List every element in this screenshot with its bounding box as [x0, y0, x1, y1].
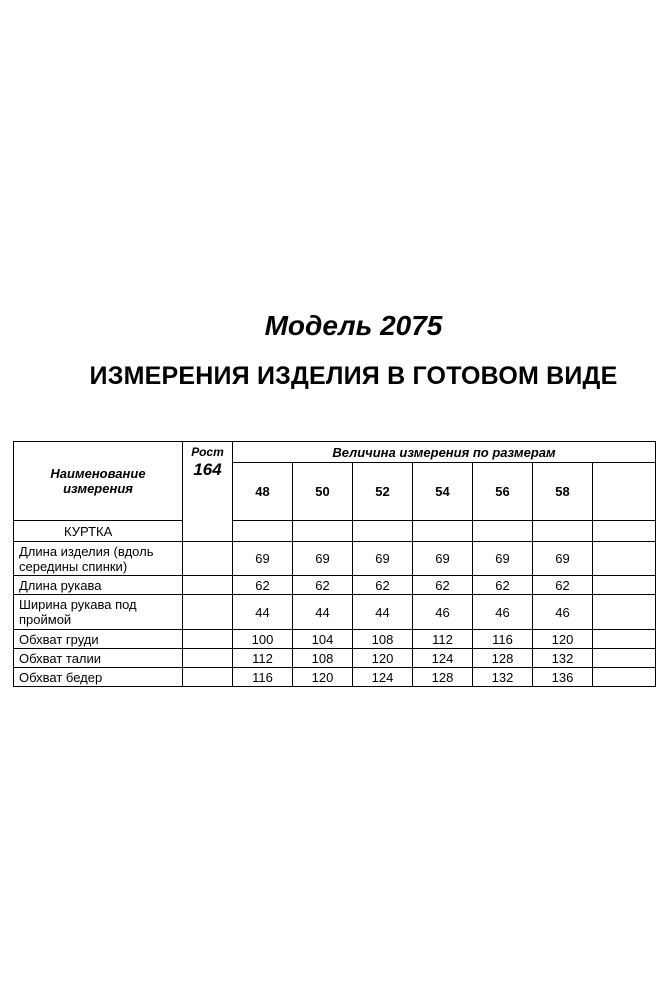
value-cell: 108 — [353, 630, 413, 649]
section-row — [14, 521, 656, 542]
value-cell: 124 — [353, 668, 413, 687]
size-header: 50 — [293, 463, 353, 521]
size-header: 54 — [413, 463, 473, 521]
table-cell — [233, 521, 293, 542]
table-row — [14, 668, 656, 687]
value-cell: 132 — [533, 649, 593, 668]
value-cell: 112 — [413, 630, 473, 649]
value-cell: 116 — [233, 668, 293, 687]
section-label: КУРТКА — [14, 521, 183, 542]
value-cell: 112 — [233, 649, 293, 668]
value-cell: 69 — [473, 542, 533, 576]
table-cell — [533, 521, 593, 542]
table-row — [14, 630, 656, 649]
value-cell: 69 — [233, 542, 293, 576]
table-header-row — [14, 442, 656, 463]
value-cell — [593, 542, 656, 576]
value-cell: 120 — [353, 649, 413, 668]
value-cell: 44 — [293, 595, 353, 630]
size-header: 58 — [533, 463, 593, 521]
row-name: Обхват бедер — [14, 668, 183, 687]
table-cell — [593, 521, 656, 542]
value-cell: 62 — [413, 576, 473, 595]
row-name: Длина изделия (вдоль середины спинки) — [14, 542, 183, 576]
table-cell — [413, 521, 473, 542]
value-cell: 62 — [533, 576, 593, 595]
height-cell — [183, 649, 233, 668]
value-cell: 128 — [473, 649, 533, 668]
value-cell: 44 — [353, 595, 413, 630]
height-header — [183, 442, 233, 542]
value-cell: 44 — [233, 595, 293, 630]
value-cell — [593, 576, 656, 595]
table-cell — [353, 521, 413, 542]
value-cell: 46 — [533, 595, 593, 630]
value-cell: 108 — [293, 649, 353, 668]
height-value: 164 — [193, 460, 222, 479]
value-cell: 128 — [413, 668, 473, 687]
size-header: 56 — [473, 463, 533, 521]
value-cell: 120 — [293, 668, 353, 687]
measurement-name-header: Наименование измерения — [14, 442, 183, 521]
height-cell — [183, 630, 233, 649]
row-name: Обхват талии — [14, 649, 183, 668]
value-cell: 69 — [533, 542, 593, 576]
table-row — [14, 542, 656, 576]
value-cell — [593, 595, 656, 630]
row-name: Длина рукава — [14, 576, 183, 595]
table-row — [14, 595, 656, 630]
row-name: Ширина рукава под проймой — [14, 595, 183, 630]
value-cell: 62 — [353, 576, 413, 595]
value-cell: 116 — [473, 630, 533, 649]
size-header: 52 — [353, 463, 413, 521]
value-cell: 132 — [473, 668, 533, 687]
value-cell: 69 — [413, 542, 473, 576]
value-cell: 62 — [473, 576, 533, 595]
row-name: Обхват груди — [14, 630, 183, 649]
height-cell — [183, 542, 233, 576]
value-cell: 104 — [293, 630, 353, 649]
value-cell — [593, 649, 656, 668]
table-cell — [473, 521, 533, 542]
size-header — [593, 463, 656, 521]
size-range-header: Величина измерения по размерам — [233, 442, 656, 463]
value-cell: 120 — [533, 630, 593, 649]
value-cell: 124 — [413, 649, 473, 668]
value-cell — [593, 668, 656, 687]
value-cell: 46 — [473, 595, 533, 630]
model-title: Модель 2075 — [264, 310, 443, 341]
value-cell: 62 — [233, 576, 293, 595]
height-cell — [183, 576, 233, 595]
table-row — [14, 576, 656, 595]
document-heading: ИЗМЕРЕНИЯ ИЗДЕЛИЯ В ГОТОВОМ ВИДЕ — [89, 362, 618, 390]
height-cell — [183, 668, 233, 687]
height-cell — [183, 595, 233, 630]
size-header: 48 — [233, 463, 293, 521]
height-label: Рост — [191, 445, 224, 459]
value-cell: 100 — [233, 630, 293, 649]
value-cell: 69 — [293, 542, 353, 576]
value-cell: 136 — [533, 668, 593, 687]
table-row — [14, 649, 656, 668]
value-cell: 62 — [293, 576, 353, 595]
value-cell: 69 — [353, 542, 413, 576]
measurements-table — [13, 441, 656, 687]
value-cell: 46 — [413, 595, 473, 630]
table-cell — [293, 521, 353, 542]
value-cell — [593, 630, 656, 649]
